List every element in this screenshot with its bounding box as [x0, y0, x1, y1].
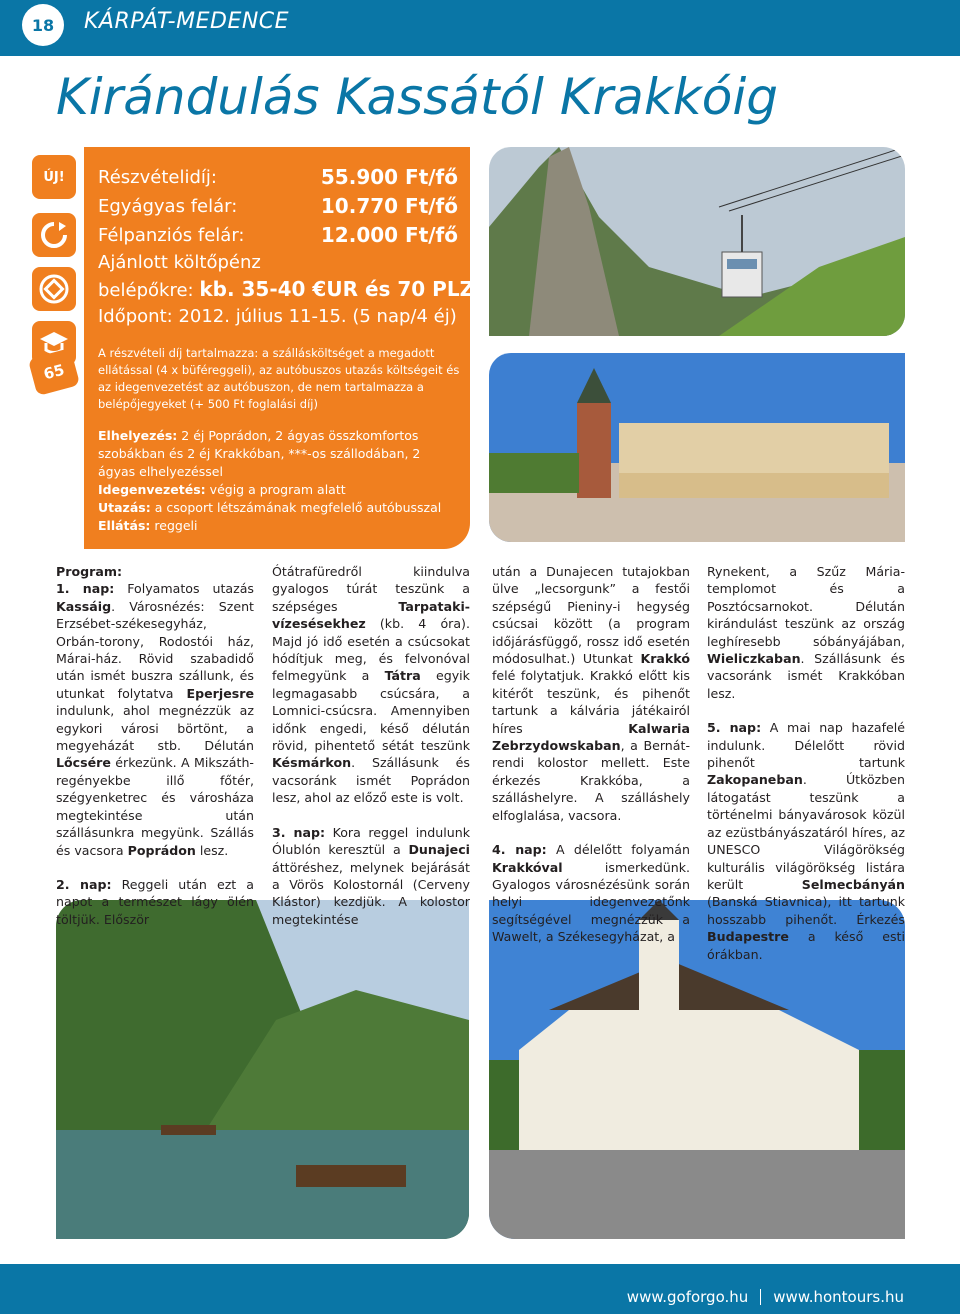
return-icon: [32, 213, 76, 257]
page-number: 18: [22, 4, 64, 46]
badge-column: [28, 147, 84, 397]
section-title: KÁRPÁT-MEDENCE: [84, 9, 290, 34]
trip-date: Időpont: 2012. július 11-15. (5 nap/4 éj): [98, 306, 457, 327]
link-separator: [760, 1289, 761, 1305]
program-column-1: Program: 1. nap: Folyamatos utazás Kassáig. Városnézés: Szent Erzsébet-székesegyház, Orbán-torony, Rodostói ház, Márai-ház. Rövid szabadidő után ismét buszra szállunk, és utunkat folytatva Eperjesre indulunk, ahol megnézzük az egykori városi börtönt, a megyeházát stb. Délután Lőcsére érkezünk. A Mikszáth-regényekbe illő főtér, szégyenketrec és városháza megtekintése után szállásunkra megyünk. Szállás és vacsora Poprádon lesz. 2. nap: Reggeli után ezt a napot a természet lágy ölén töltjük. Először: [56, 564, 255, 927]
photo-dunajec-rafting: [56, 900, 469, 1239]
footer-links: [627, 1288, 904, 1306]
program-heading: Program:: [56, 564, 122, 579]
program-column-3: után a Dunajecen tutajokban ülve „lecsorgunk” a festői szépségű Pieniny-i hegység csúcsai között (a program időjárásfüggő, rossz idő esetén módosulhat.) Utunkat Krakkó felé folytatjuk. Krakkó előtt kis kitérőt teszünk, és pihenőt tartunk a kálvária játékairól híres Kalwaria Zebrzydowskaban, a Bernát-rendi kolostor mellett. Este érkezés Krakkóba, a szálláshelyre. A szálláshely elfoglalása, vacsora. 4. nap: A délelőtt folyamán Krakkóval ismerkedünk. Gyalogos városnézésünk során helyi idegenvezetőnk segítségével megnézzük a Wawelt, a Székesegyházat, a: [492, 564, 690, 945]
price-row: Részvételidíj: 55.900 Ft/fő: [98, 165, 458, 189]
header-bar: [0, 0, 960, 56]
photo-krakow-square: [489, 353, 905, 542]
price-row: Egyágyas felár: 10.770 Ft/fő: [98, 194, 458, 218]
price-row: Félpanziós felár: 12.000 Ft/fő: [98, 223, 458, 247]
unesco-icon: [32, 267, 76, 311]
includes-text: A részvételi díj tartalmazza: a szállásköltséget a megadott ellátással (4 x büféreggeli), az autóbuszos utazás költségeit és az idegenvezetést az autóbuszon, de nem tartalmazza a belépőjegyeket (+ 500 Ft foglalási díj): [98, 346, 460, 411]
goforgo-link[interactable]: www.goforgo.hu: [626, 1288, 749, 1306]
page-title: Kirándulás Kassától Krakkóig: [56, 68, 778, 126]
price-list: [98, 163, 475, 330]
age-badge: 65: [28, 348, 80, 396]
program-column-2: Ótátrafüredről kiindulva gyalogos túrát teszünk a szépséges Tarpataki-vízesésekhez (kb. 4 óra). Majd jó idő esetén a csúcsokat hódítjuk meg, és felvonóval felmegyünk a Tátra egyik legmagasabb csúcsára, a Lomnici-csúcsra. Amennyiben időnk engedi, késő délután rövid, pihentető sétát teszünk Késmárkon. Szállásunk és vacsoránk ismét Poprádon lesz, ahol az előző este is volt. 3. nap: Kora reggel indulunk Ólublón keresztül a Dunajeci áttöréshez, melynek bejárását a Vörös Kolostornál (Cerveny Klástor) kezdjük. A kolostor megtekintése: [272, 564, 470, 927]
new-badge: ÚJ!: [32, 155, 76, 199]
trip-details: Elhelyezés: 2 éj Poprádon, 2 ágyas összkomfortos szobákban és 2 éj Krakkóban, ***-os szállodában, 2 ágyas elhelyezéssel Idegenvezetés: végig a program alatt Utazás: a csoport létszámának megfelelő autóbusszal Ellátás: reggeli: [98, 428, 442, 533]
program-column-4: Rynekent, a Szűz Mária-templomot és a Posztócsarnokot. Délután kirándulást teszünk az ország leghíresebb sóbányájában, Wieliczkaban. Szállásunk és vacsoránk ismét Krakkóban lesz. 5. nap: A mai nap hazafelé indulunk. Délelőtt rövid pihenőt tartunk Zakopaneban. Útközben látogatást teszünk a történelmi bányavárosok közül az ezüstbányászatáról híres, az UNESCO Világörökség kulturális világörökség listára került Selmecbányán (Banská Stiavnica), itt tartunk hosszabb pihenőt. Érkezés Budapestre a késő esti órákban.: [707, 564, 905, 962]
hontours-link[interactable]: www.hontours.hu: [773, 1288, 904, 1306]
pocket-label: Ajánlott költőpénz: [98, 252, 261, 273]
entry-price: belépőkre: kb. 35-40 €UR és 70 PLZ: [98, 277, 475, 301]
info-box: [84, 147, 475, 549]
photo-tatra-cable-car: [489, 147, 905, 336]
